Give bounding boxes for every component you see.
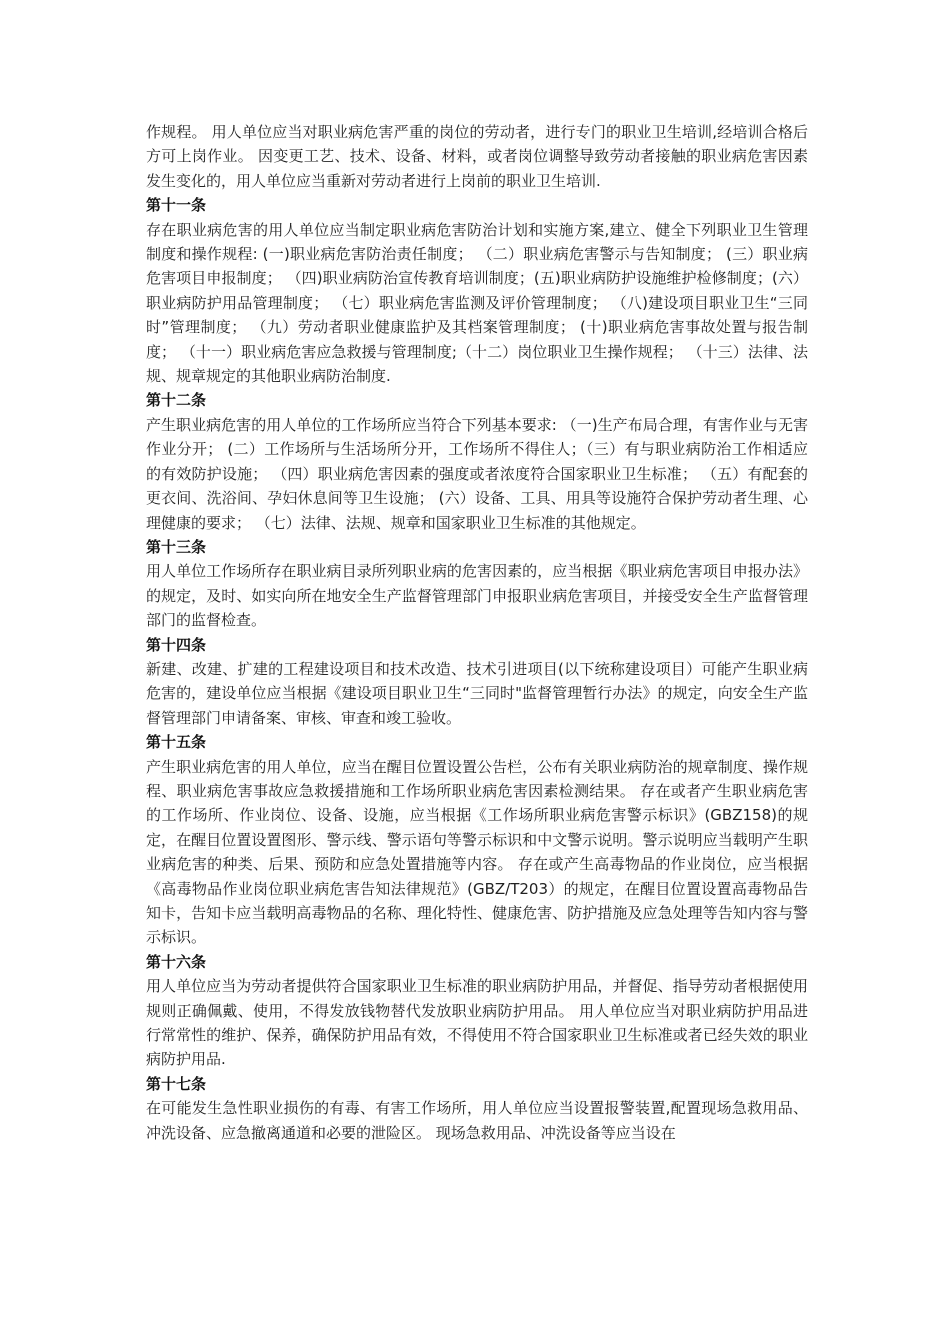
article-body-17: 在可能发生急性职业损伤的有毒、有害工作场所，用人单位应当设置报警装置,配置现场急救用品、冲洗设备、应急撤离通道和必要的泄险区。 现场急救用品、冲洗设备等应当设在	[146, 1099, 808, 1142]
article-heading-11: 第十一条	[146, 196, 207, 215]
article-heading-13: 第十三条	[146, 537, 207, 556]
article-heading-12: 第十二条	[146, 391, 207, 410]
article-body-16: 用人单位应当为劳动者提供符合国家职业卫生标准的职业病防护用品，并督促、指导劳动者根据使用规则正确佩戴、使用，不得发放钱物替代发放职业病防护用品。 用人单位应当对职业病防护用品进行常常性的维护、保养，确保防护用品有效，不得使用不符合国家职业卫生标准或者已经失效的职业病防护用品.	[146, 977, 808, 1069]
article-body-14: 新建、改建、扩建的工程建设项目和技术改造、技术引进项目(以下统称建设项目）可能产生职业病危害的，建设单位应当根据《建设项目职业卫生“三同时"监督管理暂行办法》的规定，向安全生产监督管理部门申请备案、审核、审查和竣工验收。	[146, 659, 808, 727]
article-heading-16: 第十六条	[146, 952, 207, 971]
article-heading-15: 第十五条	[146, 733, 207, 752]
article-heading-17: 第十七条	[146, 1074, 207, 1093]
article-body-15: 产生职业病危害的用人单位，应当在醒目位置设置公告栏，公布有关职业病防治的规章制度、操作规程、职业病危害事故应急救援措施和工作场所职业病危害因素检测结果。 存在或者产生职业病危害的工作场所、作业岗位、设备、设施，应当根据《工作场所职业病危害警示标识》(GBZ158)的规定，在醒目位置设置图形、警示线、警示语句等警示标识和中文警示说明。警示说明应当载明产生职业病危害的种类、后果、预防和应急处置措施等内容。 存在或产生高毒物品的作业岗位，应当根据《高毒物品作业岗位职业病危害告知法律规范》(GBZ/T203）的规定，在醒目位置设置高毒物品告知卡，告知卡应当载明高毒物品的名称、理化特性、健康危害、防护措施及应急处理等告知内容与警示标识。	[146, 757, 808, 947]
document-page	[146, 120, 808, 1145]
article-body-11: 存在职业病危害的用人单位应当制定职业病危害防治计划和实施方案,建立、健全下列职业卫生管理制度和操作规程: (一)职业病危害防治责任制度； （二）职业病危害警示与告知制度； (三）职业病危害项目申报制度； （四)职业病防治宣传教育培训制度；(五)职业病防护设施维护检修制度；(六）职业病防护用品管理制度； （七）职业病危害监测及评价管理制度； （八)建设项目职业卫生“三同时”管理制度； （九）劳动者职业健康监护及其档案管理制度； (十)职业病危害事故处置与报告制度； （十一）职业病危害应急救援与管理制度;（十二）岗位职业卫生操作规程； （十三）法律、法规、规章规定的其他职业病防治制度.	[146, 220, 808, 386]
paragraph-intro: 作规程。 用人单位应当对职业病危害严重的岗位的劳动者，进行专门的职业卫生培训,经培训合格后方可上岗作业。 因变更工艺、技术、设备、材料，或者岗位调整导致劳动者接触的职业病危害因素发生变化的，用人单位应当重新对劳动者进行上岗前的职业卫生培训.	[146, 123, 808, 190]
article-heading-14: 第十四条	[146, 635, 207, 654]
article-body-12: 产生职业病危害的用人单位的工作场所应当符合下列基本要求: （一)生产布局合理，有害作业与无害作业分开； (二）工作场所与生活场所分开，工作场所不得住人；（三）有与职业病防治工作相适应的有效防护设施； （四）职业病危害因素的强度或者浓度符合国家职业卫生标准； （五）有配套的更衣间、洗浴间、孕妇休息间等卫生设施； (六）设备、工具、用具等设施符合保护劳动者生理、心理健康的要求； （七）法律、法规、规章和国家职业卫生标准的其他规定。	[146, 415, 808, 532]
article-body-13: 用人单位工作场所存在职业病目录所列职业病的危害因素的，应当根据《职业病危害项目申报办法》的规定，及时、如实向所在地安全生产监督管理部门申报职业病危害项目，并接受安全生产监督管理部门的监督检查。	[146, 562, 808, 630]
